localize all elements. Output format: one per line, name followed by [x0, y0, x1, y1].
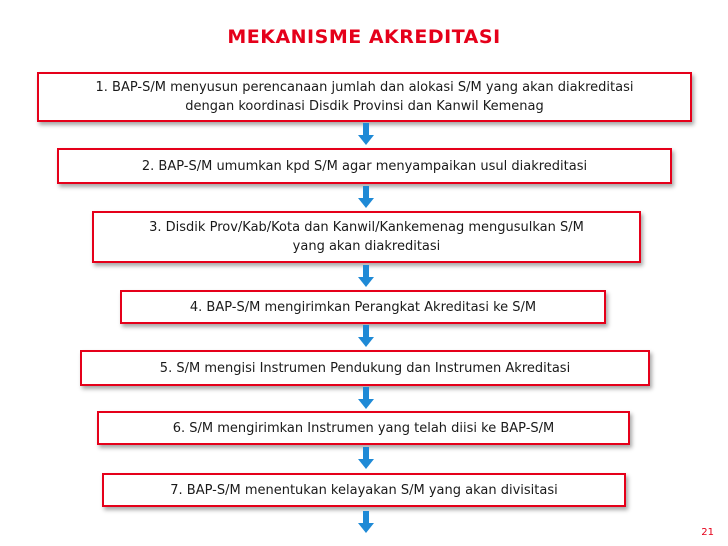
step-3-line-1: 3. Disdik Prov/Kab/Kota dan Kanwil/Kankemenag mengusulkan S/M: [149, 220, 584, 235]
flow-step-7: [102, 473, 626, 507]
step-4-line-1: 4. BAP-S/M mengirimkan Perangkat Akreditasi ke S/M: [189, 299, 537, 315]
down-arrow-icon: [357, 186, 375, 208]
flow-step-6: [97, 411, 630, 445]
flow-step-5: [80, 350, 650, 386]
down-arrow-icon: [357, 447, 375, 469]
step-1-line-2: dengan koordinasi Disdik Provinsi dan Kanwil Kemenag: [185, 99, 544, 114]
down-arrow-icon: [357, 123, 375, 145]
step-3-line-2: yang akan diakreditasi: [292, 239, 441, 254]
down-arrow-icon: [357, 387, 375, 409]
flow-step-4: [120, 290, 606, 324]
down-arrow-icon: [357, 265, 375, 287]
page-title: MEKANISME AKREDITASI: [227, 26, 501, 48]
step-6-line-1: 6. S/M mengirimkan Instrumen yang telah diisi ke BAP-S/M: [172, 420, 555, 436]
step-1-line-1: 1. BAP-S/M menyusun perencanaan jumlah dan alokasi S/M yang akan diakreditasi: [95, 80, 634, 95]
down-arrow-icon: [357, 511, 375, 533]
flow-step-1: [37, 72, 692, 122]
step-5-line-1: 5. S/M mengisi Instrumen Pendukung dan Instrumen Akreditasi: [159, 360, 571, 376]
flow-step-3: [92, 211, 641, 263]
flow-step-2: [57, 148, 672, 184]
step-2-line-1: 2. BAP-S/M umumkan kpd S/M agar menyampaikan usul diakreditasi: [141, 158, 588, 174]
down-arrow-icon: [357, 325, 375, 347]
step-7-line-1: 7. BAP-S/M menentukan kelayakan S/M yang akan divisitasi: [170, 482, 558, 498]
page-number: 21: [701, 527, 714, 538]
